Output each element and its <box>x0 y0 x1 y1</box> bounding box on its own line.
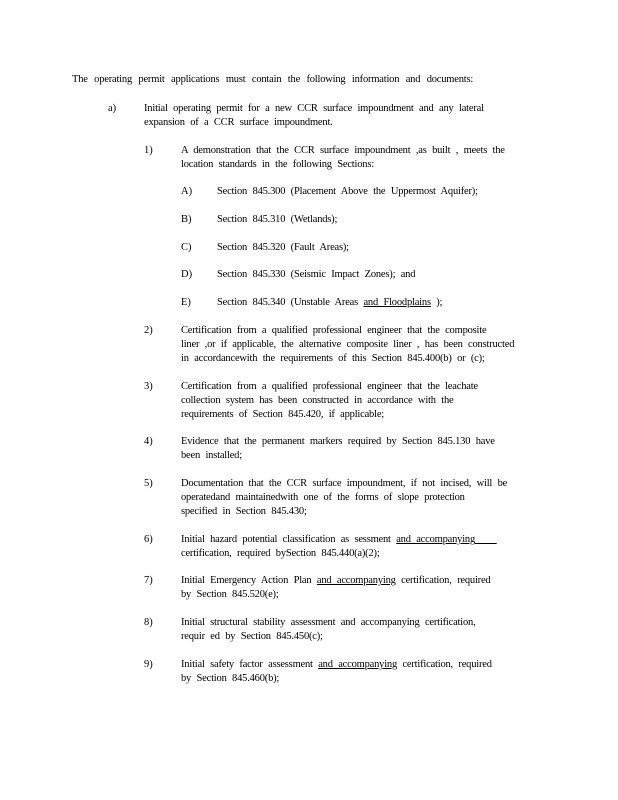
item-4-line2: been installed; <box>181 450 242 461</box>
item-5-line1: Documentation that the CCR surface impoundment, if not incised, will be <box>181 478 508 489</box>
subitem-D-letter: D) <box>181 269 193 280</box>
subitem-D-text: Section 845.330 (Seismic Impact Zones); and <box>217 269 416 280</box>
item-1-line1: A demonstration that the CCR surface impoundment ,as built , meets the <box>181 145 505 156</box>
item-2-line1: Certification from a qualified professional engineer that the composite <box>181 325 487 336</box>
section-a-label: a) <box>108 103 117 114</box>
intro-paragraph: The operating permit applications must contain the following information and documents: <box>72 74 474 85</box>
section-a-line1: Initial operating permit for a new CCR surface impoundment and any lateral <box>144 103 484 114</box>
item-1-number: 1) <box>144 145 153 156</box>
item-6-underlined: and accompanying <box>396 534 476 545</box>
item-3-number: 3) <box>144 381 153 392</box>
subitem-A-letter: A) <box>181 186 193 197</box>
item-3-line1: Certification from a qualified professional engineer that the leachate <box>181 381 478 392</box>
section-a-line2: expansion of a CCR surface impoundment. <box>144 117 333 128</box>
subitem-E-letter: E) <box>181 297 191 308</box>
item-6-line1: Initial hazard potential classification as sessment and accompanying <box>181 534 476 545</box>
item-5-line2: operatedand maintainedwith one of the forms of slope protection <box>181 492 465 503</box>
item-6-line2: certification, required bySection 845.440(a)(2); <box>181 548 380 559</box>
subitem-B-text: Section 845.310 (Wetlands); <box>217 214 338 225</box>
item-6-number: 6) <box>144 534 153 545</box>
item-7-line1: Initial Emergency Action Plan and accompanying certification, required <box>181 575 491 586</box>
item-9-underlined: and accompanying <box>318 659 398 670</box>
item-7-number: 7) <box>144 575 153 586</box>
subitem-C-text: Section 845.320 (Fault Areas); <box>217 242 349 253</box>
item-4-line1: Evidence that the permanent markers required by Section 845.130 have <box>181 436 495 447</box>
subitem-E-underlined: and Floodplains <box>363 297 431 308</box>
item-7-underlined: and accompanying <box>316 575 396 586</box>
subitem-A-text: Section 845.300 (Placement Above the Uppermost Aquifer); <box>217 186 478 197</box>
item-8-line2: requir ed by Section 845.450(c); <box>181 631 323 642</box>
item-8-line1: Initial structural stability assessment and accompanying certification, <box>181 617 476 628</box>
item-9-number: 9) <box>144 659 153 670</box>
item-9-line2: by Section 845.460(b); <box>181 673 280 684</box>
item-5-number: 5) <box>144 478 153 489</box>
item-4-number: 4) <box>144 436 153 447</box>
subitem-B-letter: B) <box>181 214 192 225</box>
item-3-line2: collection system has been constructed in accordance with the <box>181 395 454 406</box>
item-1-line2: location standards in the following Sections: <box>181 159 374 170</box>
item-5-line3: specified in Section 845.430; <box>181 506 307 517</box>
item-2-line2: liner ,or if applicable, the alternative composite liner , has been constructed <box>181 339 515 350</box>
subitem-E-text: Section 845.340 (Unstable Areas and Floodplains ); <box>217 297 443 308</box>
item-2-line3: in accordancewith the requirements of this Section 845.400(b) or (c); <box>181 353 485 364</box>
item-3-line3: requirements of Section 845.420, if applicable; <box>181 409 385 420</box>
item-7-line2: by Section 845.520(e); <box>181 589 279 600</box>
subitem-C-letter: C) <box>181 242 192 253</box>
item-8-number: 8) <box>144 617 153 628</box>
item-9-line1: Initial safety factor assessment and accompanying certification, required <box>181 659 492 670</box>
item-2-number: 2) <box>144 325 153 336</box>
